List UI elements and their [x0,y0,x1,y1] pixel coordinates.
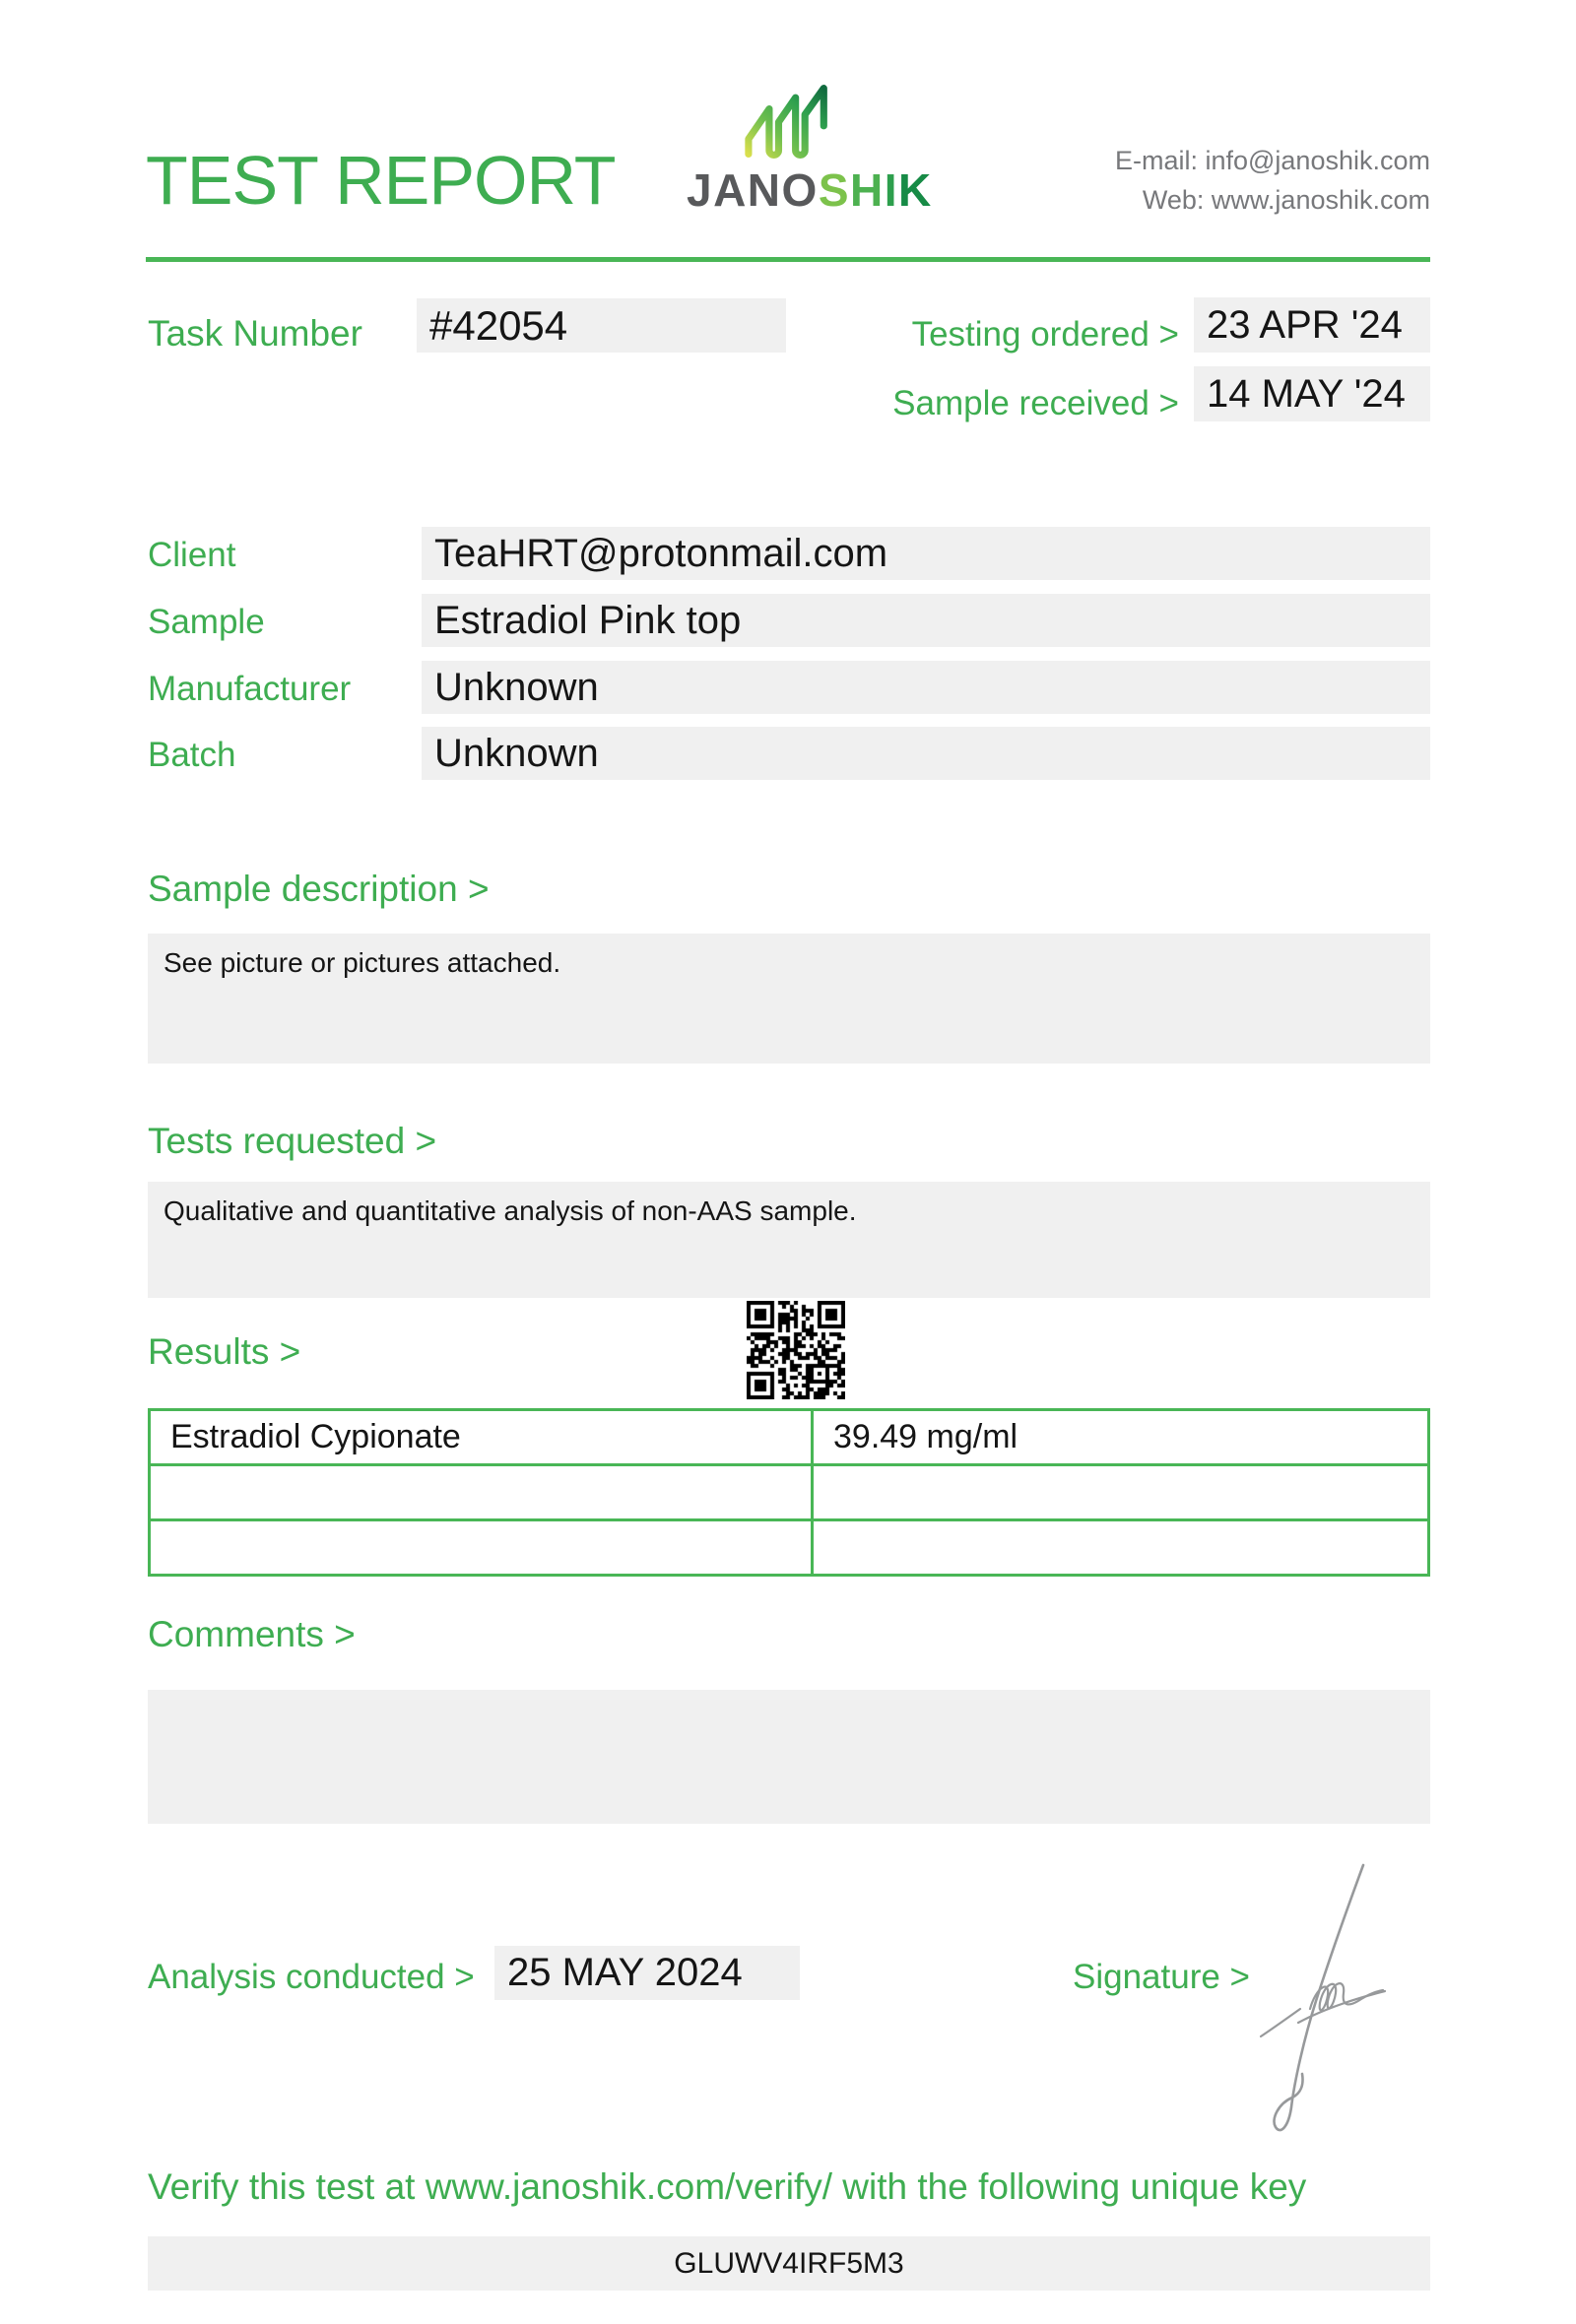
signature-image [1253,1863,1401,2144]
contact-web: Web: www.janoshik.com [1142,185,1430,215]
batch-value: Unknown [434,732,599,775]
qr-code [747,1301,845,1399]
analysis-conducted-label: Analysis conducted > [148,1958,475,1996]
analysis-date-value: 25 MAY 2024 [507,1951,743,1994]
testing-ordered-value: 23 APR '24 [1207,303,1403,347]
task-number-label: Task Number [148,313,362,354]
client-label: Client [148,536,236,574]
verify-key-value: GLUWV4IRF5M3 [674,2247,904,2280]
sample-value: Estradiol Pink top [434,599,742,642]
task-number-box [417,298,786,353]
sample-box [422,594,1430,647]
janoshik-chart-logo-icon [741,81,835,163]
results-value-2 [813,1465,1429,1520]
results-analyte-3 [150,1520,813,1576]
contact-block [985,141,1430,220]
results-value-3 [813,1520,1429,1576]
comments-text [148,1690,1430,1713]
logo-word-left: JANO [687,164,819,216]
batch-box [422,727,1430,780]
sample-received-label: Sample received > [892,384,1179,422]
results-row-1 [150,1410,1429,1465]
comments-box [148,1690,1430,1824]
page-title: TEST REPORT [146,142,616,219]
client-box [422,527,1430,580]
verify-instructions: Verify this test at www.janoshik.com/verify/ with the following unique key [148,2166,1307,2207]
signature-label: Signature > [1073,1958,1250,1996]
janoshik-wordmark [687,164,933,216]
results-analyte-2 [150,1465,813,1520]
sample-received-box [1194,366,1430,421]
tests-requested-box [148,1182,1430,1298]
verify-key-box [148,2236,1430,2291]
batch-label: Batch [148,736,236,774]
results-row-3 [150,1520,1429,1576]
sample-description-box [148,934,1430,1064]
manufacturer-label: Manufacturer [148,670,352,708]
logo-letter-k: K [898,164,933,216]
sample-description-text: See picture or pictures attached. [164,947,561,978]
logo-letter-i: I [884,164,899,216]
testing-ordered-box [1194,297,1430,353]
logo-letter-h: H [850,164,885,216]
analysis-date-box [494,1946,800,2000]
sample-description-heading: Sample description > [148,869,490,909]
results-heading: Results > [148,1331,301,1372]
contact-email: E-mail: info@janoshik.com [1114,146,1430,175]
client-value: TeaHRT@protonmail.com [434,532,888,575]
results-value-1: 39.49 mg/ml [813,1410,1429,1465]
sample-received-value: 14 MAY '24 [1207,372,1406,416]
tests-requested-text: Qualitative and quantitative analysis of non-AAS sample. [164,1195,857,1226]
tests-requested-heading: Tests requested > [148,1121,437,1161]
sample-label: Sample [148,603,265,641]
results-analyte-1: Estradiol Cypionate [150,1410,813,1465]
header-divider [146,257,1430,262]
manufacturer-value: Unknown [434,666,599,709]
comments-heading: Comments > [148,1614,356,1654]
results-row-2 [150,1465,1429,1520]
results-table [148,1408,1430,1577]
manufacturer-box [422,661,1430,714]
logo-letter-s: S [818,164,850,216]
testing-ordered-label: Testing ordered > [911,315,1179,354]
task-number-value: #42054 [429,302,568,349]
